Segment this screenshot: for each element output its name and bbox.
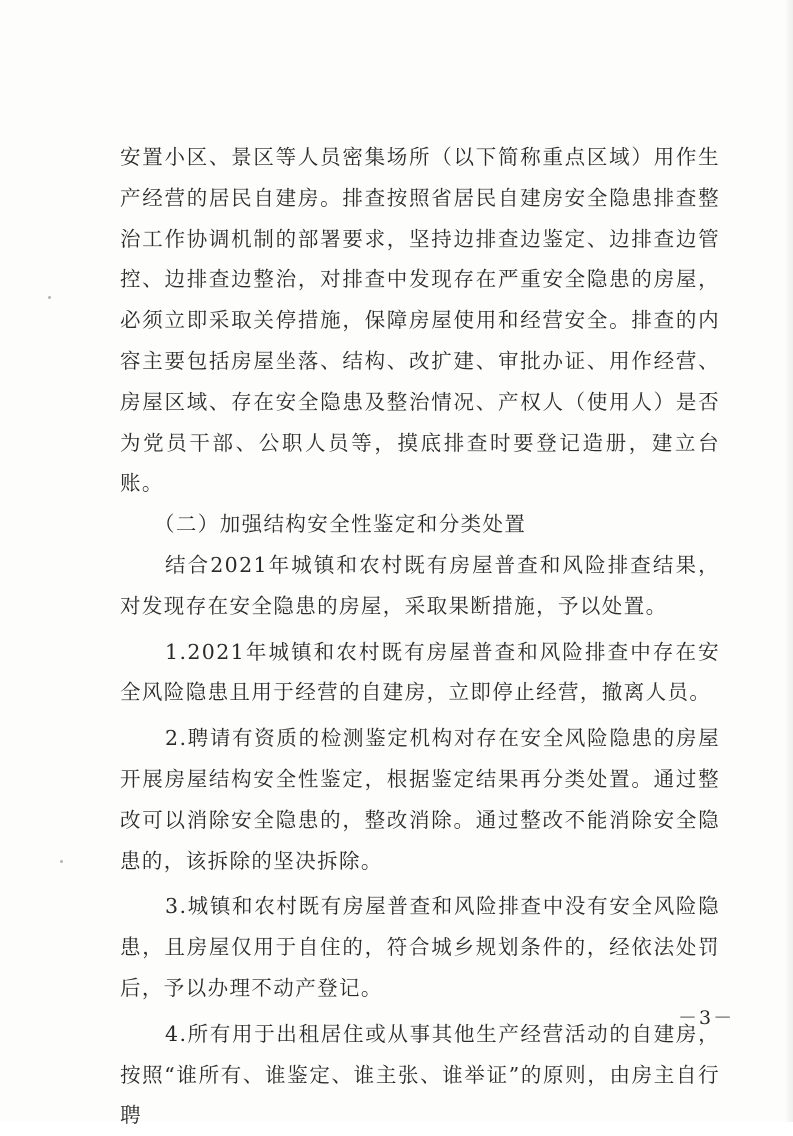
list-item-3-property-registration: 3.城镇和农村既有房屋普查和风险排查中没有安全风险隐患，且房屋仅用于自住的，符合城乡规划条件的，经依法处罚后，予以办理不动产登记。 xyxy=(120,894,720,1000)
page-number: －3－ xyxy=(678,1007,735,1029)
list-item-2-safety-appraisal: 2.聘请有资质的检测鉴定机构对存在安全风险隐患的房屋开展房屋结构安全性鉴定，根据鉴定结果再分类处置。通过整改可以消除安全隐患的，整改消除。通过整改不能消除安全隐患的，该拆除的坚决拆除。 xyxy=(120,726,720,873)
scan-speck xyxy=(48,296,51,299)
list-item-1-stop-operation: 1.2021年城镇和农村既有房屋普查和风险排查中存在安全风险隐患且用于经营的自建房，立即停止经营，撤离人员。 xyxy=(120,639,720,705)
paper-edge-shadow xyxy=(785,0,793,1122)
section-heading-structural-safety: （二）加强结构安全性鉴定和分类处置 xyxy=(154,512,527,537)
list-item-4-rental-houses: 4.所有用于出租居住或从事其他生产经营活动的自建房，按照“谁所有、谁鉴定、谁主张、谁举证”的原则，由房主自行聘 xyxy=(120,1021,720,1128)
paragraph-intro-disposal: 结合2021年城镇和农村既有房屋普查和风险排查结果，对发现存在安全隐患的房屋，采取果断措施，予以处置。 xyxy=(120,552,720,618)
paragraph-inventory-scope: 安置小区、景区等人员密集场所（以下简称重点区域）用作生产经营的居民自建房。排查按照省居民自建房安全隐患排查整治工作协调机制的部署要求，坚持边排查边鉴定、边排查边管控、边排查边整治，对排查中发现存在严重安全隐患的房屋，必须立即采取关停措施，保障房屋使用和经营安全。排查的内容主要包括房屋坐落、结构、改扩建、审批办证、用作经营、房屋区域、存在安全隐患及整治情况、产权人（使用人）是否为党员干部、公职人员等，摸底排查时要登记造册，建立台账。 xyxy=(120,145,720,496)
document-body xyxy=(120,137,720,1136)
scan-speck xyxy=(60,860,63,863)
